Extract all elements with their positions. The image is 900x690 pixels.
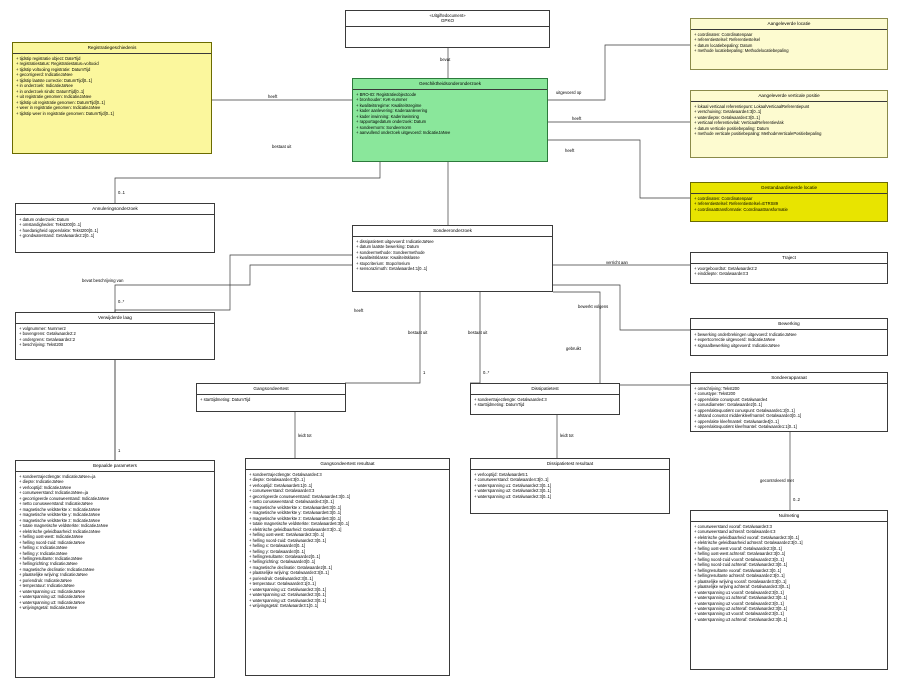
class-attributes	[16, 472, 214, 613]
attribute: + hellingresultante: Getalwaarde2[0..1]	[249, 554, 321, 559]
attribute: + elektrische geleidbaarheid: IndicatieJaNee	[19, 528, 101, 534]
class-name: GPKO	[440, 18, 455, 24]
attribute: + kwaliteitsregime: Kwaliteitsregime	[356, 102, 422, 108]
class-title: Sondeerapparaat	[691, 373, 887, 384]
attribute: + omstandigheden: Tekst200[0..1]	[19, 222, 82, 228]
attribute: + verticaal referentievlak: VerticaalReferentievlak	[694, 120, 784, 126]
class-title: Dissipatietest resultaat	[471, 459, 669, 470]
attribute: + bewerking onderbrekingen uitgevoerd: IndicatieJaNee	[694, 331, 797, 337]
attribute: + helling x: IndicatieJaNee	[19, 545, 68, 551]
attribute: + conusweerstand achteraf: Getalwaarde4:3	[694, 529, 776, 535]
attribute: + waterspanning u1 vooraf: Getalwaarde2:3[0..1]	[694, 589, 784, 595]
edge-label-bevat-beschrijving-van: bevat beschrijving van	[82, 278, 124, 283]
attribute: + waterspanning u3 achteraf: Getalwaarde2:3[0..1]	[694, 616, 788, 622]
edge-label-bestaat-uit-2: bestaat uit	[408, 330, 428, 335]
edge-label-bestaat-uit-3: bestaat uit	[468, 330, 488, 335]
class-aangeleverde-verticale-positie[interactable]	[690, 90, 888, 158]
attribute: + bronhouder: KvK-nummer	[356, 97, 408, 103]
attribute: + gecorrigeerde conusweerstand: Getalwaarde4:3[0..1]	[249, 493, 351, 499]
class-title: Aangeleverde locatie	[691, 19, 887, 30]
class-registratiegeschiedenis[interactable]	[12, 42, 212, 154]
attribute: + netto conusweerstand: Getalwaarde4:3[0..1]	[249, 499, 334, 505]
attribute: + conusweerstand: Getalwaarde3:3	[249, 488, 315, 494]
attribute: + hellingrichting: Getalwaarde3[0..1]	[249, 559, 316, 565]
class-nulmeting[interactable]	[690, 510, 888, 670]
attribute: + kwaliteitsklasse: Kwaliteitsklasse	[356, 255, 420, 261]
attribute: + BRO-ID: Registratieobjectcode	[356, 91, 417, 97]
attribute: + kader aanlevering: Kaderaanlevering	[356, 108, 428, 114]
attribute: + sondeertrajectlengte: Getalwaarde4:3	[249, 471, 322, 477]
edge-label-bewerkt-volgens: bewerkt volgens	[578, 304, 609, 309]
class-title: Registratiegeschiedenis	[13, 43, 211, 54]
class-title: Bepaalde parameters	[16, 461, 214, 472]
class-attributes	[691, 330, 887, 350]
attribute: + tijdstip weer in registratie genomen: DatumTijd[0..1]	[16, 110, 114, 116]
attribute: + tijdstip registratie object: DateTijd	[16, 55, 81, 61]
attribute: + oppervlakte conuspunt: Getalwaarde4	[694, 396, 768, 402]
attribute: + waterspanning u1: IndicatieJaNee	[19, 588, 85, 594]
attribute: + diepte: Getalwaarde4:3[0..1]	[249, 477, 305, 483]
attribute: + in onderzoek sinds: DatumTijd[0..1]	[16, 88, 85, 94]
class-stereotype: «Uitgiftedocument»	[429, 13, 466, 18]
class-bewerking[interactable]	[690, 318, 888, 356]
attribute: + conusweerstand: Getalwaarde4:3[0..1]	[474, 477, 549, 483]
class-attributes	[691, 30, 887, 56]
attribute: + temperatuur: Getalwaarde3:1[0..1]	[249, 581, 316, 587]
attribute: + diepte: IndicatieJaNee	[19, 479, 64, 485]
attribute: + magnetische veldsterkte z: IndicatieJaNee	[19, 517, 101, 523]
attribute: + stopcriterium: Stopcriterium	[356, 260, 410, 266]
attribute: + gecorrigeerd: IndicatieJaNee	[16, 72, 73, 78]
attribute: + magnetische veldsterkte y: Getalwaarde6:3[0..1]	[249, 510, 342, 516]
attribute: + poriendruk: Getalwaarde2:3[0..1]	[249, 575, 313, 581]
attribute: + expertcorrectie uitgevoerd: IndicatieJaNee	[694, 337, 776, 343]
attribute: + coördinaten: Coördinatenpaar	[694, 31, 753, 37]
attribute: + oppervlaktequotiënt conuspunt: Getalwaarde1:2[0..1]	[694, 407, 795, 413]
attribute: + magnetische veldsterkte z: Getalwaarde6:3[0..1]	[249, 515, 342, 521]
attribute: + voorgeboordtot: Getalwaarde2:2	[694, 265, 757, 271]
attribute: + waterspanning u1: Getalwaarde2:3[0..1]	[474, 482, 551, 488]
class-title: Gangsondeertest	[197, 384, 345, 395]
attribute: + helling y: Getalwaarde3[0..1]	[249, 548, 306, 554]
attribute: + magnetische declinatie: Getalwaarde2[0..1]	[249, 564, 332, 570]
attribute: + hellingrichting: IndicatieJaNee	[19, 561, 78, 567]
attribute: + helling oost-west achteraf: Getalwaarde2:3[0..1]	[694, 551, 786, 557]
class-attributes	[691, 384, 887, 432]
class-gangsondeertest[interactable]	[196, 383, 346, 412]
attribute: + helling oost-west: Getalwaarde2:3[0..1]	[249, 532, 325, 538]
class-attributes	[691, 264, 887, 279]
attribute: + verschuiving: Getalwaarde4:3[0..1]	[694, 109, 762, 115]
attribute: + magnetische declinatie: IndicatieJaNee	[19, 566, 95, 572]
class-annuleringsonderzoek[interactable]	[15, 203, 215, 253]
class-aangeleverde-locatie[interactable]	[690, 18, 888, 70]
attribute: + verlooptijd: Getalwaarde5:1[0..1]	[249, 482, 313, 488]
attribute: + weer in registratie genomen: IndicatieJaNee	[16, 105, 101, 111]
attribute: + sondeernorm: Sondeernorm	[356, 124, 412, 130]
attribute: + rapportagedatum onderzoek: Datum	[356, 119, 427, 125]
attribute: + verlooptijd: IndicatieJaNee	[19, 484, 72, 490]
attribute: + helling x: Getalwaarde3[0..1]	[249, 543, 306, 549]
class-attributes	[471, 470, 669, 501]
class-bepaalde-parameters[interactable]	[15, 460, 215, 678]
class-title: Gestandaardiseerde locatie	[691, 183, 887, 194]
attribute: + plaatselijke wrijving: IndicatieJaNee	[19, 572, 88, 578]
attribute: + gecorrigeerde conusweerstand: IndicatieJaNee	[19, 495, 110, 501]
attribute: + magnetische veldsterkte x: Getalwaarde6:3[0..1]	[249, 504, 342, 510]
attribute: + tijdstip uit registratie genomen: DatumTijd[0..1]	[16, 99, 105, 105]
class-attributes	[13, 54, 211, 118]
attribute: + referentiestelsel: Referentiestelsel	[694, 37, 760, 43]
attribute: + wrijvingsgetal: Getalwaarde3:1[0..1]	[249, 603, 319, 609]
attribute: + verlooptijd: Getalwaarde5:1	[474, 471, 528, 477]
attribute: + tijdstip voltooiing registratie: DatumTijd	[16, 66, 91, 72]
attribute: + starttijdmeting: DatumTijd	[474, 402, 525, 408]
attribute: + poriendruk: IndicatieJaNee	[19, 577, 72, 583]
multiplicity-gangsondeertest: 1	[423, 370, 426, 375]
edge-label-gecontroleerd-met: gecontroleerd met	[760, 478, 794, 483]
attribute: + sondeertrajectlengte: IndicatieJaNee=ja	[19, 473, 96, 479]
attribute: + hellingresultante vooraf: Getalwaarde2:3[0..1]	[694, 567, 782, 573]
attribute: + kader inwinning: Kaderinwinning	[356, 113, 419, 119]
class-gpko[interactable]	[345, 10, 550, 48]
class-attributes	[691, 522, 887, 625]
class-attributes	[246, 470, 449, 611]
multiplicity-nulmeting: 0..2	[793, 497, 800, 502]
attribute: + helling noord-zuid: Getalwaarde2:3[0..1]	[249, 537, 326, 543]
attribute: + waterspanning u2: Getalwaarde2:3[0..1]	[249, 592, 326, 598]
attribute: + conusdiameter: Getalwaarde2[0..1]	[694, 402, 763, 408]
attribute: + wrijvingsgetal: IndicatieJaNee	[19, 605, 78, 611]
attribute: + waterspanning u1 achteraf: Getalwaarde2:3[0..1]	[694, 595, 788, 601]
attribute: + lokaal verticaal referentiepunt: LokaalVerticaalReferentiepunt	[694, 103, 810, 109]
multiplicity-dissipatietest: 0..*	[483, 370, 490, 375]
multiplicity-bepaalde-parameters: 1	[118, 448, 121, 453]
attribute: + plaatselijke wrijving vooraf: Getalwaarde3:3[0..1]	[694, 578, 787, 584]
attribute: + elektrische geleidbaarheid: Getalwaarde3:3[0..1]	[249, 526, 342, 532]
class-gestandaardiseerde-locatie[interactable]	[690, 182, 888, 222]
class-attributes	[16, 324, 214, 350]
attribute: + volgnummer: Nummer2	[19, 325, 66, 331]
attribute: + hellingresultante achteraf: Getalwaarde2:3[0..1]	[694, 573, 785, 579]
attribute: + conustype: Tekst200	[694, 391, 736, 397]
class-sondeeronderzoek[interactable]	[352, 225, 553, 292]
attribute: + coördinaten: Coördinatenpaar	[694, 195, 753, 201]
attribute: + referentiestelsel: Referentiestelsel=ETRS89	[694, 201, 779, 207]
attribute: + waterspanning u2 achteraf: Getalwaarde2:3[0..1]	[694, 606, 788, 611]
attribute: + plaatselijke wrijving achteraf: Getalwaarde3:3[0..1]	[694, 584, 790, 590]
attribute: + in onderzoek: IndicatieJaNee	[16, 83, 73, 89]
attribute: + ondergrens: Getalwaarde2:2	[19, 336, 76, 342]
class-title: Bewerking	[691, 319, 887, 330]
attribute: + helling noord-zuid: IndicatieJaNee	[19, 539, 85, 545]
attribute: + waterspanning u3 vooraf: Getalwaarde2:3[0..1]	[694, 611, 784, 617]
class-attributes	[471, 395, 619, 410]
attribute: + omschrijving: Tekst200	[694, 385, 740, 391]
class-title: Traject	[691, 253, 887, 264]
class-gangsondeertest-resultaat[interactable]	[245, 458, 450, 676]
attribute: + waterspanning u3: Getalwaarde2:3[0..1]	[474, 493, 551, 499]
class-title: Verwijderde laag	[16, 313, 214, 324]
attribute: + dissipatietest uitgevoerd: IndicatieJaNee	[356, 238, 434, 244]
class-geschiktheidsonderzoek[interactable]	[352, 78, 548, 162]
edge-label-heeft-3: heeft	[565, 148, 575, 153]
attribute: + sensorazimuth: Getalwaarde4:1[0..1]	[356, 266, 428, 272]
multiplicity-verwijderde-laag: 0..*	[118, 299, 125, 304]
attribute: + waterspanning u2: Getalwaarde2:3[0..1]	[474, 488, 551, 494]
attribute: + starttijdmeting: DatumTijd	[200, 396, 251, 402]
class-title: Dissipatietest	[471, 384, 619, 395]
attribute: + conusweerstand vooraf: Getalwaarde3:3	[694, 523, 772, 529]
attribute: + grondwaterstand: Getalwaarde2:2[0..1]	[19, 233, 95, 239]
class-sondeerapparaat[interactable]	[690, 372, 888, 432]
attribute: + afstand conustot middenkleefmantel: Getalwaarde3[0..1]	[694, 413, 802, 419]
attribute: + datum verticale positiebepaling: Datum	[694, 125, 769, 131]
multiplicity-annulering: 0..1	[118, 190, 125, 195]
attribute: + methode verticale positiebepaling: MethodeVerticalePositiebepaling	[694, 131, 822, 137]
attribute: + waterspanning u3: Getalwaarde2:3[0..1]	[249, 597, 326, 603]
attribute: + bovengrens: Getalwaarde2:2	[19, 331, 76, 337]
attribute: + einddiepte: Getalwaarde3:3	[694, 271, 749, 277]
attribute: + totale magnetische veldsterkte: Getalwaarde6:3[0..1]	[249, 521, 350, 527]
attribute: + magnetische veldsterkte x: IndicatieJaNee	[19, 506, 101, 512]
attribute: + elektrische geleidbaarheid vooraf: Getalwaarde2:3[0..1]	[694, 534, 800, 540]
edge-label-heeft-4: heeft	[354, 308, 364, 313]
attribute: + netto conusweerstand: IndicatieJaNee	[19, 501, 93, 507]
class-attributes	[197, 395, 345, 404]
class-attributes	[353, 237, 552, 274]
attribute: + hoedanigheid oppervlakte: Tekst200[0..1]	[19, 227, 98, 233]
class-title: Aangeleverde verticale positie	[691, 91, 887, 102]
class-traject[interactable]	[690, 252, 888, 284]
attribute: + helling oost-west: IndicatieJaNee	[19, 534, 84, 540]
attribute: + tijdstip laatste correctie: DatumTijd[0..1]	[16, 77, 92, 83]
attribute: + waterspanning u2 vooraf: Getalwaarde2:3[0..1]	[694, 600, 784, 606]
edge-label-leidt-tot-1: leidt tot	[298, 433, 312, 438]
attribute: + helling noord-zuid vooraf: Getalwaarde2:3[0..1]	[694, 556, 784, 562]
attribute: + waterdiepte: Getalwaarde4:3[0..1]	[694, 114, 760, 120]
attribute: + hellingresultante: IndicatieJaNee	[19, 556, 83, 561]
class-attributes	[691, 194, 887, 214]
edge-label-uitgevoerd-op: uitgevoerd op	[556, 90, 582, 95]
edge-label-bestaat-uit-1: bestaat uit	[272, 144, 292, 149]
attribute: + waterspanning u1: Getalwaarde2:3[0..1]	[249, 586, 326, 592]
attribute: + oppervlakte kleefmantel: Getalwaarde4[0..1]	[694, 418, 779, 424]
attribute: + coördinaattransformatie: Coördinaattransformatie	[694, 206, 788, 212]
attribute: + signaalbewerking uitgevoerd: IndicatieJaNee	[694, 342, 780, 348]
class-title	[346, 11, 549, 27]
edge-label-leidt-tot-2: leidt tot	[560, 433, 574, 438]
class-title: Geschiktheidsonderonderzoek	[353, 79, 547, 90]
attribute: + totale magnetische veldsterkte: IndicatieJaNee	[19, 523, 109, 529]
attribute: + datum laatste bewerking: Datum	[356, 244, 419, 250]
class-dissipatietest-resultaat[interactable]	[470, 458, 670, 514]
class-dissipatietest[interactable]	[470, 383, 620, 415]
class-title: Sondeeronderzoek	[353, 226, 552, 237]
class-attributes	[353, 90, 547, 138]
attribute: + datum onderzoek: Datum	[19, 216, 70, 222]
class-verwijderde-laag[interactable]	[15, 312, 215, 360]
attribute: + sondeermethode: Sondeermethode	[356, 249, 425, 255]
edge-label-gebruikt: gebruikt	[566, 346, 581, 351]
attribute: + elektrische geleidbaarheid achteraf: Getalwaarde2:3[0..1]	[694, 540, 803, 546]
attribute: + oppervlaktequotiënt kleefmantel: Getalwaarde1:1[0..1]	[694, 424, 797, 430]
attribute: + helling noord-zuid achteraf: Getalwaarde2:3[0..1]	[694, 562, 788, 568]
attribute: + methode locatiebepaling: Methodelocatiebepaling	[694, 48, 789, 54]
edge-label-bevat: bevat	[440, 57, 451, 62]
class-title: Gangsondeertest resultaat	[246, 459, 449, 470]
attribute: + plaatselijke wrijving: Getalwaarde3:3[0..1]	[249, 570, 329, 576]
attribute: + helling y: IndicatieJaNee	[19, 550, 68, 556]
attribute: + registratiestatus: Registratiestatus=voltooid	[16, 61, 99, 67]
attribute: + beschrijving: Tekst200	[19, 342, 64, 348]
attribute: + waterspanning u2: IndicatieJaNee	[19, 594, 85, 600]
class-attributes	[691, 102, 887, 139]
attribute: + conusweerstand: IndicatieJaNee=ja	[19, 490, 89, 496]
attribute: + magnetische veldsterkte y: IndicatieJaNee	[19, 512, 101, 518]
edge-label-heeft-1: heeft	[268, 94, 278, 99]
attribute: + sondeertrajectlengte: Getalwaarde4:3	[474, 396, 547, 402]
class-title: Nulmeting	[691, 511, 887, 522]
edge-label-heeft-2: heeft	[572, 116, 582, 121]
attribute: + uit registratie genomen: IndicatieJaNee	[16, 94, 92, 100]
edge-label-verricht-aan: verricht aan	[606, 260, 628, 265]
attribute: + helling oost-west vooraf: Getalwaarde2:3[0..1]	[694, 545, 782, 551]
attribute: + datum locatiebepaling: Datum	[694, 42, 753, 48]
class-title: Annuleringsonderzoek	[16, 204, 214, 215]
attribute: + temperatuur: IndicatieJaNee	[19, 583, 75, 589]
attribute: + waterspanning u3: IndicatieJaNee	[19, 599, 85, 605]
class-attributes	[16, 215, 214, 241]
attribute: + aanvullend onderzoek uitgevoerd: IndicatieJaNee	[356, 130, 451, 136]
